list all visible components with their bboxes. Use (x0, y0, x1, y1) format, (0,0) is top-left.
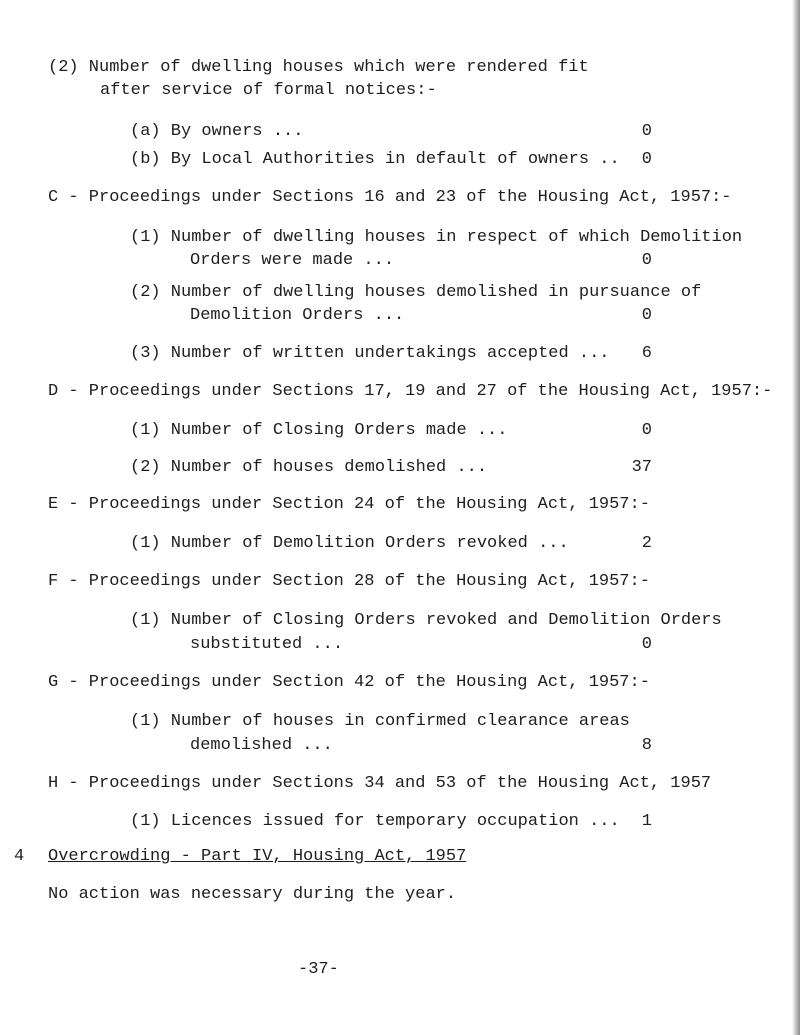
item-a-value: 0 (641, 122, 652, 141)
section-4-body: No action was necessary during the year. (48, 885, 457, 904)
section-g-heading: G - Proceedings under Section 42 of the Housing Act, 1957:- (48, 673, 650, 692)
item-f1-value: 0 (641, 635, 652, 654)
section-4-number: 4 (14, 847, 25, 866)
item-g1-text-cont: demolished ... (190, 736, 333, 755)
item-b-value: 0 (641, 150, 652, 169)
item-g1-text: (1) Number of houses in confirmed clearance areas (130, 712, 630, 731)
page-edge (792, 0, 800, 1035)
item-2-heading: (2) Number of dwelling houses which were rendered fit (48, 58, 589, 77)
item-g1-value: 8 (641, 736, 652, 755)
item-c3-text: (3) Number of written undertakings accepted ... (130, 344, 610, 363)
item-c2-text-cont: Demolition Orders ... (190, 306, 405, 325)
item-2-heading-cont: after service of formal notices:- (100, 81, 437, 100)
item-h1-text: (1) Licences issued for temporary occupation ... (130, 812, 620, 831)
item-e1-value: 2 (641, 534, 652, 553)
section-d-heading: D - Proceedings under Sections 17, 19 and 27 of the Housing Act, 1957:- (48, 382, 773, 401)
page-number: -37- (298, 960, 339, 979)
item-f1-text-cont: substituted ... (190, 635, 344, 654)
item-d2-value: 37 (631, 458, 652, 477)
section-f-heading: F - Proceedings under Section 28 of the Housing Act, 1957:- (48, 572, 650, 591)
section-4-heading: Overcrowding - Part IV, Housing Act, 1957 (48, 847, 467, 866)
item-d1-text: (1) Number of Closing Orders made ... (130, 421, 508, 440)
section-e-heading: E - Proceedings under Section 24 of the Housing Act, 1957:- (48, 495, 650, 514)
item-c2-text: (2) Number of dwelling houses demolished in pursuance of (130, 283, 702, 302)
item-d1-value: 0 (641, 421, 652, 440)
item-d2-text: (2) Number of houses demolished ... (130, 458, 488, 477)
item-c3-value: 6 (641, 344, 652, 363)
section-h-heading: H - Proceedings under Sections 34 and 53 of the Housing Act, 1957 (48, 774, 712, 793)
item-a-text: (a) By owners ... (130, 122, 304, 141)
item-h1-value: 1 (641, 812, 652, 831)
item-b-text: (b) By Local Authorities in default of owners .. (130, 150, 620, 169)
section-c-heading: C - Proceedings under Sections 16 and 23 of the Housing Act, 1957:- (48, 188, 732, 207)
item-c2-value: 0 (641, 306, 652, 325)
item-c1-text: (1) Number of dwelling houses in respect of which Demolition (130, 228, 743, 247)
item-e1-text: (1) Number of Demolition Orders revoked ... (130, 534, 569, 553)
item-c1-value: 0 (641, 251, 652, 270)
item-c1-text-cont: Orders were made ... (190, 251, 395, 270)
item-f1-text: (1) Number of Closing Orders revoked and Demolition Orders (130, 611, 722, 630)
